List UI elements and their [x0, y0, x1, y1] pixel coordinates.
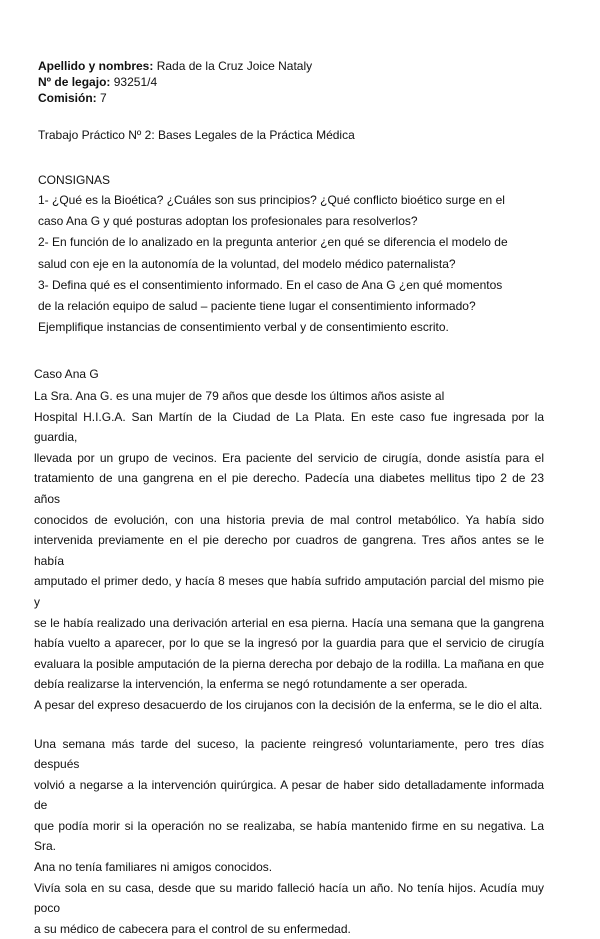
- paragraph-line: Vivía sola en su casa, desde que su marido falleció hacía un año. No tenía hijos. Acudía muy poco: [34, 878, 544, 919]
- paragraph-line: se le había realizado una derivación arterial en esa pierna. Hacía una semana que la gangrena: [34, 613, 544, 634]
- consignas-heading: CONSIGNAS: [38, 171, 508, 189]
- consigna-line: salud con eje en la autonomía de la voluntad, del modelo médico paternalista?: [38, 254, 508, 275]
- student-info: [38, 58, 312, 106]
- caso-paragraph-2: [34, 734, 544, 939]
- name-row: [38, 58, 312, 74]
- consigna-line: 3- Defina qué es el consentimiento informado. En el caso de Ana G ¿en qué momentos: [38, 275, 508, 296]
- consigna-line: Ejemplifique instancias de consentimiento verbal y de consentimiento escrito.: [38, 317, 508, 338]
- paragraph-line: tratamiento de una gangrena en el pie derecho. Padecía una diabetes mellitus tipo 2 de 23 años: [34, 468, 544, 509]
- comision-row: [38, 90, 312, 106]
- paragraph-line: Una semana más tarde del suceso, la paciente reingresó voluntariamente, pero tres días después: [34, 734, 544, 775]
- name-value: Rada de la Cruz Joice Nataly: [157, 59, 312, 73]
- paragraph-line: que podía morir si la operación no se realizaba, se había mantenido firme en su negativa. La Sra.: [34, 816, 544, 857]
- paragraph-line: Hospital H.I.G.A. San Martín de la Ciudad de La Plata. En este caso fue ingresada por la guardia,: [34, 407, 544, 448]
- consigna-line: 2- En función de lo analizado en la pregunta anterior ¿en qué se diferencia el modelo de: [38, 232, 508, 253]
- paragraph-line: amputado el primer dedo, y hacía 8 meses que había sufrido amputación parcial del mismo pie y: [34, 571, 544, 612]
- paragraph-line: A pesar del expreso desacuerdo de los cirujanos con la decisión de la enferma, se le dio el alta.: [34, 695, 544, 716]
- paragraph-line: La Sra. Ana G. es una mujer de 79 años que desde los últimos años asiste al: [34, 386, 544, 407]
- paragraph-line: conocidos de evolución, con una historia previa de mal control metabólico. Ya había sido: [34, 510, 544, 531]
- legajo-row: [38, 74, 312, 90]
- paragraph-line: Ana no tenía familiares ni amigos conocidos.: [34, 857, 544, 878]
- document-title: Trabajo Práctico Nº 2: Bases Legales de la Práctica Médica: [38, 127, 355, 143]
- paragraph-line: debía realizarse la intervención, la enferma se negó rotundamente a ser operada.: [34, 674, 544, 695]
- legajo-label: Nº de legajo:: [38, 75, 110, 89]
- comision-value: 7: [100, 91, 107, 105]
- paragraph-line: a su médico de cabecera para el control de su enfermedad.: [34, 919, 544, 939]
- paragraph-line: volvió a negarse a la intervención quirúrgica. A pesar de haber sido detalladamente informada de: [34, 775, 544, 816]
- caso-heading: Caso Ana G: [34, 364, 544, 384]
- legajo-value: 93251/4: [114, 75, 157, 89]
- paragraph-line: evaluara la posible amputación de la pierna derecha por debajo de la rodilla. La mañana en que: [34, 654, 544, 675]
- paragraph-line: intervenida previamente en el pie derecho por cuadros de gangrena. Tres años antes se le había: [34, 530, 544, 571]
- caso-section: [34, 364, 544, 939]
- paragraph-line: llevada por un grupo de vecinos. Era paciente del servicio de cirugía, donde asistía para el: [34, 448, 544, 469]
- consigna-line: caso Ana G y qué posturas adoptan los profesionales para resolverlos?: [38, 211, 508, 232]
- consignas-section: [38, 171, 508, 338]
- caso-paragraph-1: [34, 386, 544, 716]
- paragraph-spacer: [34, 716, 544, 734]
- paragraph-line: había vuelto a aparecer, por lo que se la ingresó por la guardia para que el servicio de cirugía: [34, 633, 544, 654]
- comision-label: Comisión:: [38, 91, 97, 105]
- consigna-line: de la relación equipo de salud – paciente tiene lugar el consentimiento informado?: [38, 296, 508, 317]
- name-label: Apellido y nombres:: [38, 59, 153, 73]
- consigna-line: 1- ¿Qué es la Bioética? ¿Cuáles son sus principios? ¿Qué conflicto bioético surge en el: [38, 190, 508, 211]
